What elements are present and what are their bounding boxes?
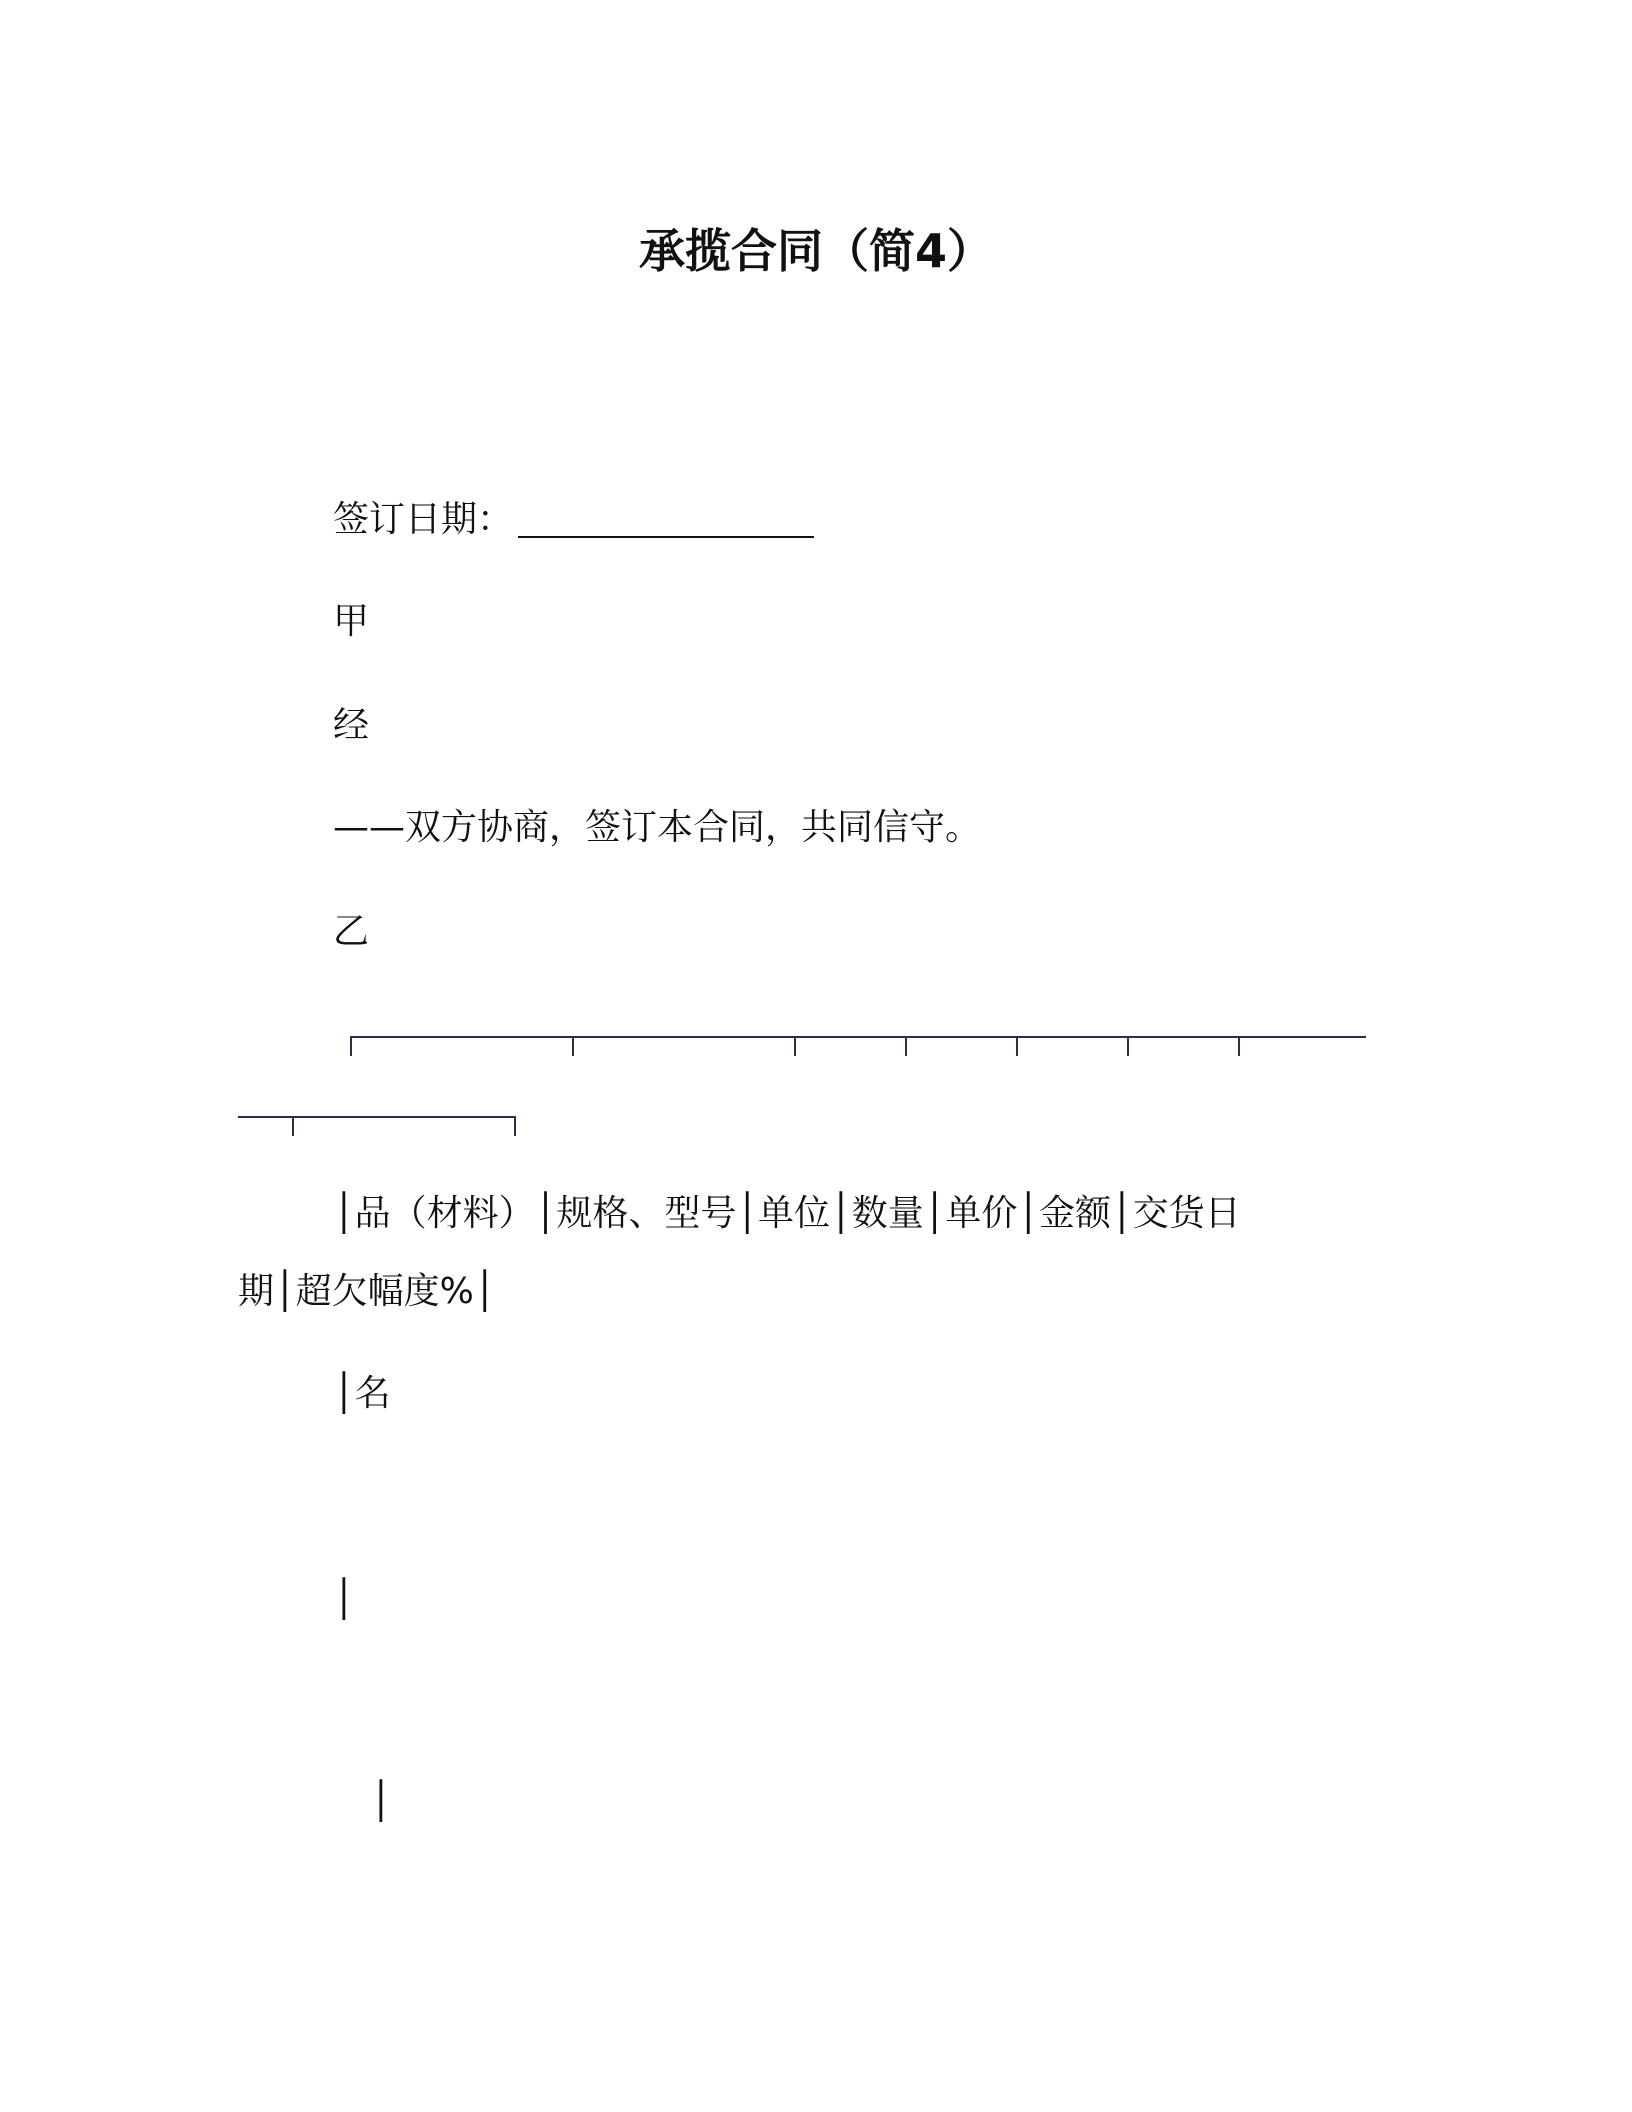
- manager-label: 经: [333, 705, 370, 746]
- table-row-product-name: │名: [333, 1373, 391, 1414]
- table-column-tick: [292, 1116, 294, 1136]
- party-b-label: 乙: [333, 911, 370, 952]
- table-row-separator: │: [370, 1781, 392, 1822]
- table-row-separator: │: [333, 1579, 355, 1620]
- table-column-tick: [1238, 1036, 1240, 1056]
- table-column-tick: [572, 1036, 574, 1056]
- table-column-tick: [350, 1036, 352, 1056]
- party-a-label: 甲: [333, 601, 370, 642]
- table-column-tick: [1127, 1036, 1129, 1056]
- table-top-rule: [350, 1036, 1366, 1038]
- table-column-tick: [514, 1116, 516, 1136]
- table-header-row: │品（材料）│规格、型号│单位│数量│单价│金额│交货日: [333, 1193, 1241, 1234]
- table-top-rule-continued: [238, 1116, 516, 1118]
- table-column-tick: [905, 1036, 907, 1056]
- sign-date-blank: [518, 536, 814, 538]
- agreement-statement: ——双方协商，签订本合同，共同信守。: [333, 807, 982, 848]
- table-header-row-continued: 期│超欠幅度%│: [238, 1271, 496, 1312]
- table-column-tick: [1016, 1036, 1018, 1056]
- sign-date-label: 签订日期：: [333, 499, 514, 540]
- table-column-tick: [794, 1036, 796, 1056]
- document-title: 承揽合同（简4）: [638, 224, 993, 278]
